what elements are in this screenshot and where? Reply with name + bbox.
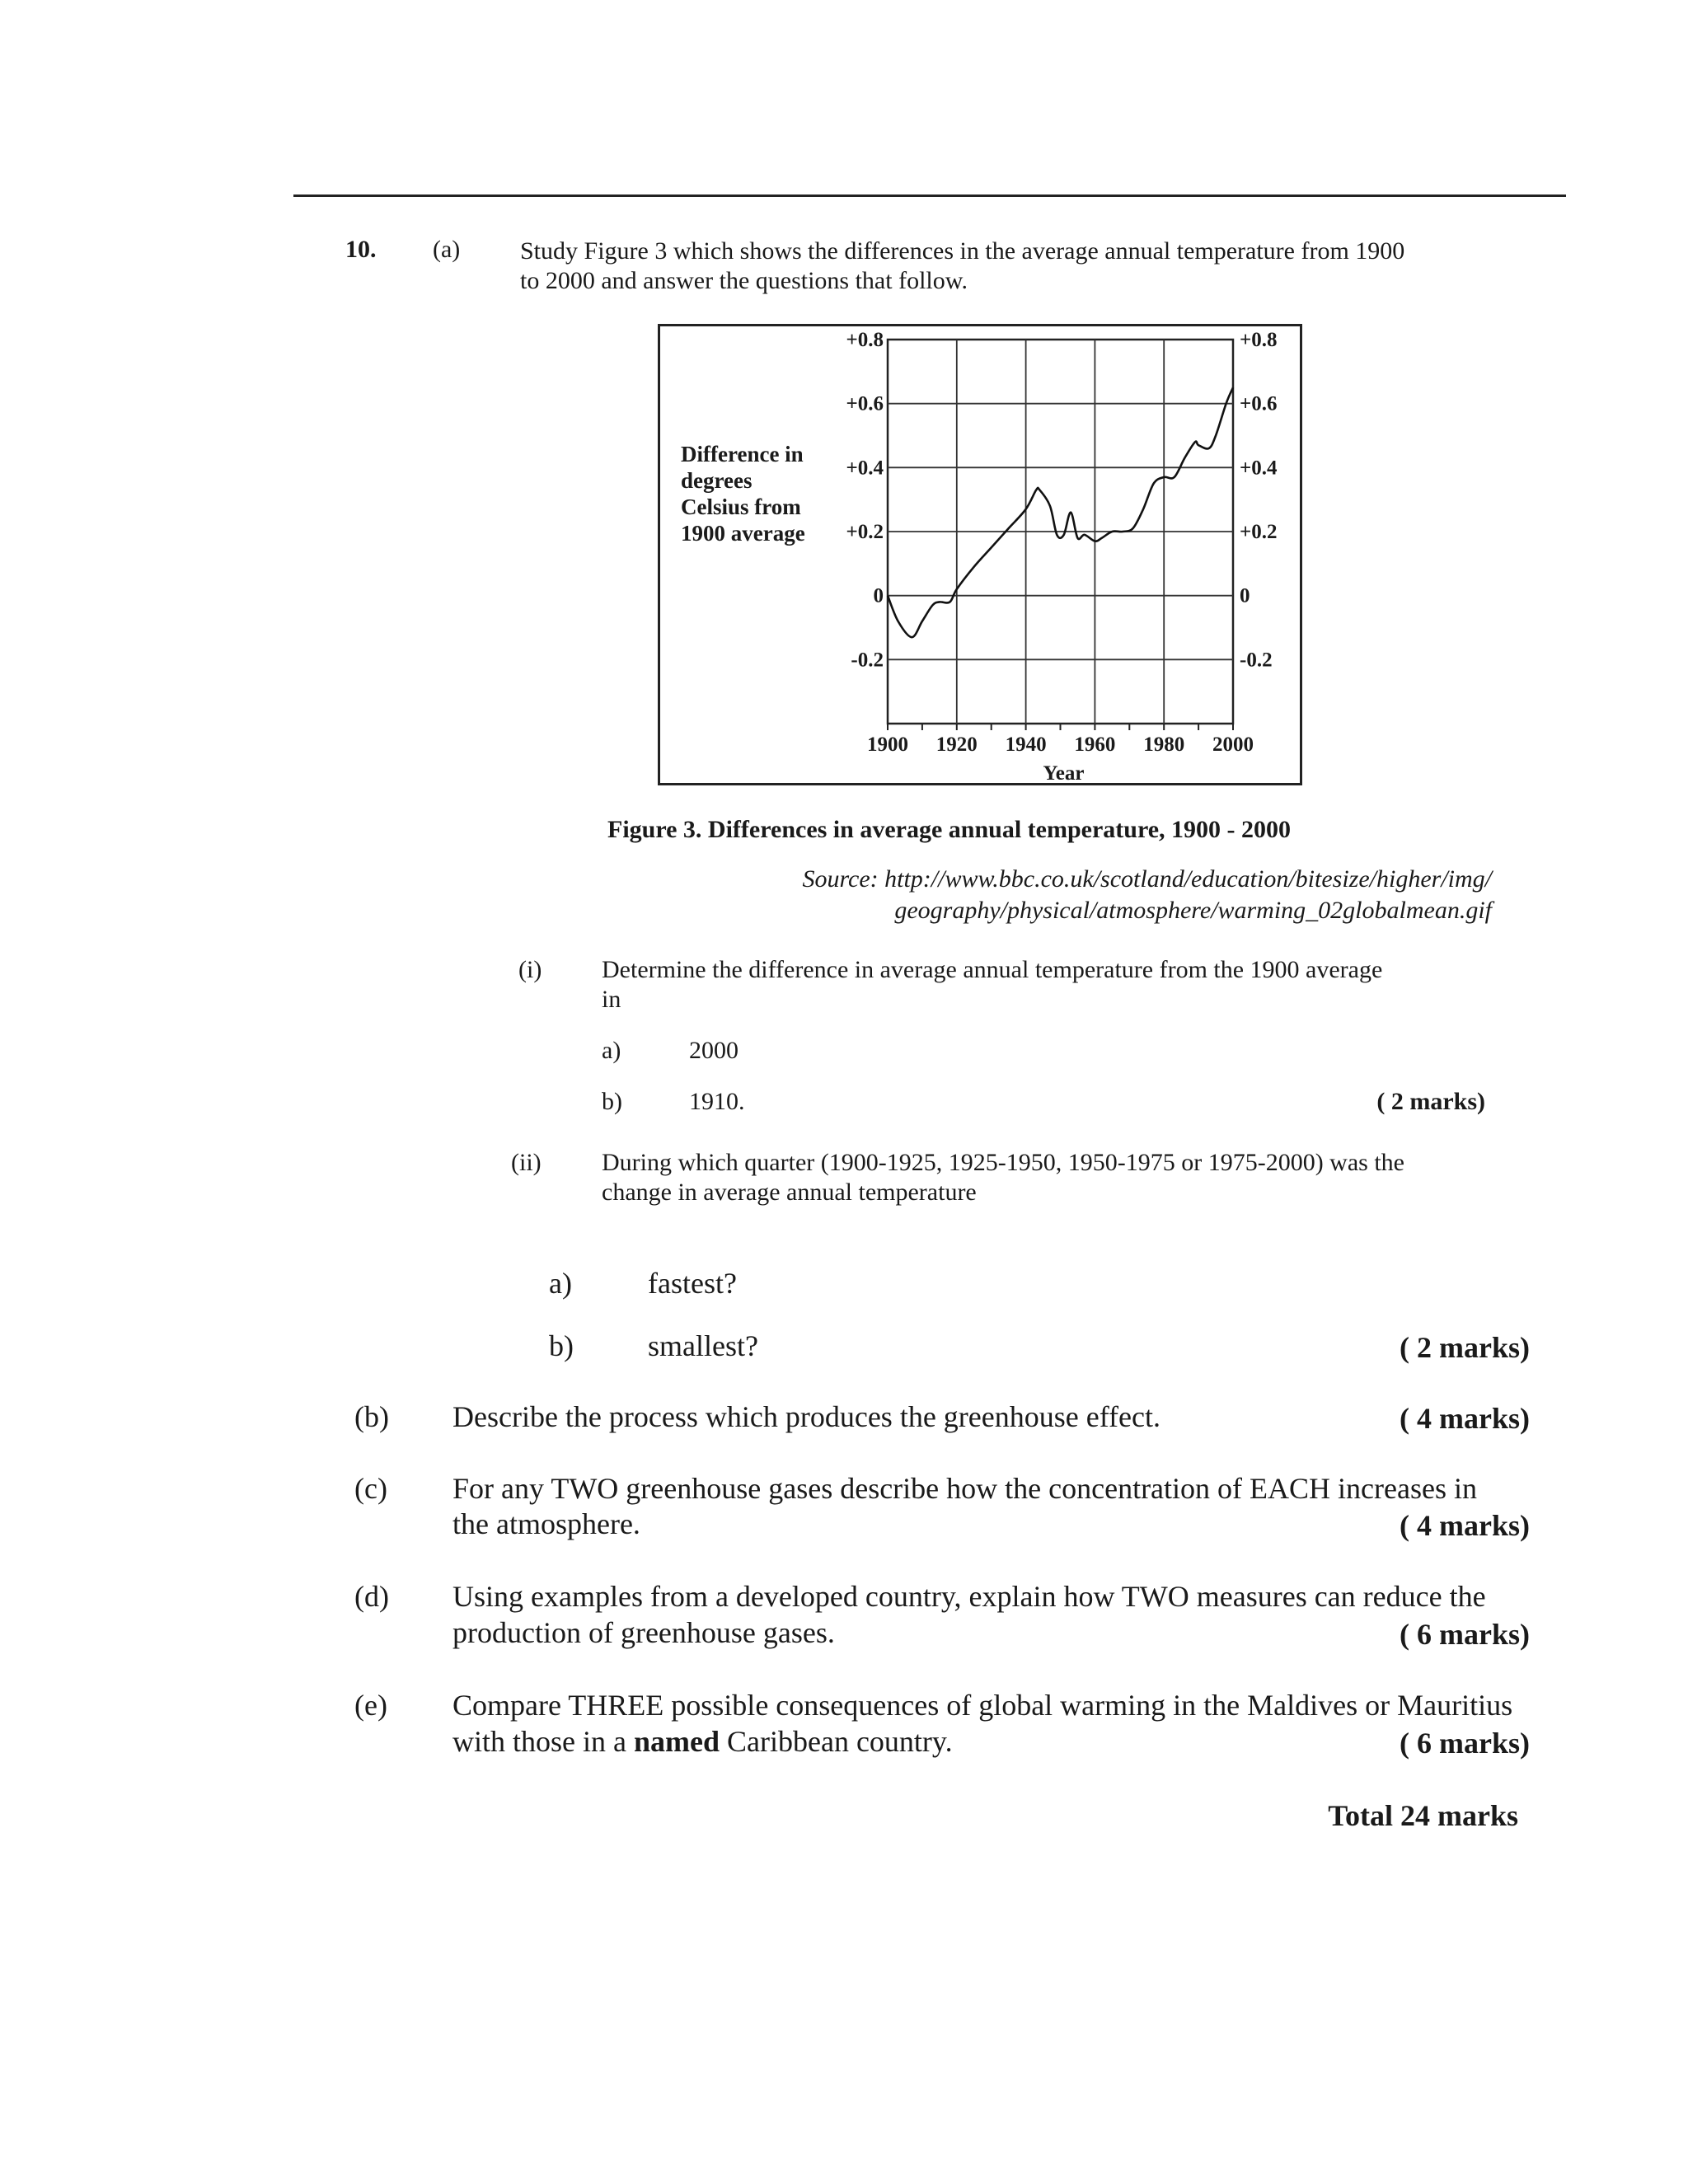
sub-i-b-label: b) — [602, 1088, 622, 1115]
y-tick-label-right: -0.2 — [1240, 649, 1273, 672]
part-e-text-post: Caribbean country. — [720, 1725, 953, 1758]
x-tick-label: 1940 — [1005, 733, 1047, 756]
part-a-intro-line2: to 2000 and answer the questions that follow. — [520, 267, 968, 294]
ylabel-line: degrees — [681, 468, 753, 493]
y-tick-label-right: +0.6 — [1240, 392, 1278, 415]
source-line1: Source: http://www.bbc.co.uk/scotland/education/bitesize/higher/img/ — [802, 865, 1492, 893]
sub-i-text-line2: in — [602, 986, 621, 1013]
ylabel-line: 1900 average — [681, 521, 805, 546]
sub-ii-marks: ( 2 marks) — [1400, 1331, 1530, 1364]
x-tick-label: 1980 — [1143, 733, 1185, 756]
sub-i-a-text: 2000 — [689, 1037, 738, 1064]
sub-ii-label: (ii) — [511, 1149, 542, 1176]
sub-ii-b-text: smallest? — [648, 1329, 758, 1362]
ylabel-line: Difference in — [681, 442, 804, 466]
sub-i-label: (i) — [518, 956, 542, 983]
y-tick-label-left: +0.4 — [846, 457, 884, 480]
y-tick-label-left: +0.6 — [846, 392, 884, 415]
y-tick-label-left: +0.8 — [846, 329, 884, 351]
part-a-label: (a) — [433, 236, 461, 263]
sub-i-a-label: a) — [602, 1037, 621, 1064]
y-tick-label-left: +0.2 — [846, 521, 884, 543]
y-tick-label-left: 0 — [873, 584, 884, 607]
part-d-text-line1: Using examples from a developed country, explain how TWO measures can reduce the — [452, 1580, 1486, 1613]
part-e-marks: ( 6 marks) — [1400, 1727, 1530, 1760]
x-tick-label: 1920 — [935, 733, 978, 756]
x-tick-label: 1900 — [867, 733, 908, 756]
part-c-text-line1: For any TWO greenhouse gases describe how the concentration of EACH increases in — [452, 1472, 1477, 1505]
y-tick-label-right: +0.8 — [1240, 329, 1278, 351]
total-marks: Total 24 marks — [1328, 1799, 1518, 1832]
sub-ii-a-text: fastest? — [648, 1267, 737, 1300]
figure-caption: Figure 3. Differences in average annual temperature, 1900 - 2000 — [607, 816, 1292, 843]
sub-ii-text-line1: During which quarter (1900-1925, 1925-1950, 1950-1975 or 1975-2000) was the — [602, 1149, 1404, 1176]
part-b-label: (b) — [354, 1400, 389, 1433]
part-b-marks: ( 4 marks) — [1400, 1402, 1530, 1435]
part-e-text-line1: Compare THREE possible consequences of global warming in the Maldives or Mauritius — [452, 1689, 1513, 1722]
part-c-text-line2: the atmosphere. — [452, 1507, 640, 1540]
part-d-label: (d) — [354, 1580, 389, 1613]
sub-i-text-line1: Determine the difference in average annual temperature from the 1900 average — [602, 956, 1383, 983]
part-e-text-line2 — [452, 1724, 953, 1759]
ylabel-line: Celsius from — [681, 494, 801, 519]
x-axis-label: Year — [1043, 762, 1085, 785]
sub-i-marks: ( 2 marks) — [1376, 1088, 1485, 1115]
y-tick-label-right: 0 — [1240, 584, 1250, 607]
question-number: 10. — [345, 236, 377, 263]
part-a-intro-line1: Study Figure 3 which shows the differences in the average annual temperature from 1900 — [520, 237, 1405, 265]
source-line2: geography/physical/atmosphere/warming_02globalmean.gif — [894, 897, 1492, 924]
part-e-text-bold: named — [633, 1725, 720, 1758]
sub-ii-text-line2: change in average annual temperature — [602, 1179, 977, 1206]
y-tick-label-right: +0.4 — [1240, 457, 1278, 480]
part-e-text-pre: with those in a — [452, 1725, 634, 1758]
y-tick-label-right: +0.2 — [1240, 521, 1278, 543]
temperature-series-line — [888, 387, 1233, 637]
part-b-text: Describe the process which produces the greenhouse effect. — [452, 1400, 1160, 1433]
sub-ii-b-label: b) — [549, 1329, 574, 1362]
part-c-label: (c) — [354, 1472, 387, 1505]
x-tick-label: 2000 — [1212, 733, 1254, 756]
part-d-text-line2: production of greenhouse gases. — [452, 1616, 835, 1649]
sub-ii-a-label: a) — [549, 1267, 572, 1300]
sub-i-b-text: 1910. — [689, 1088, 745, 1115]
part-d-marks: ( 6 marks) — [1400, 1618, 1530, 1651]
y-tick-label-left: -0.2 — [851, 649, 884, 672]
part-c-marks: ( 4 marks) — [1400, 1509, 1530, 1542]
x-tick-label: 1960 — [1074, 733, 1116, 756]
part-e-label: (e) — [354, 1689, 387, 1722]
